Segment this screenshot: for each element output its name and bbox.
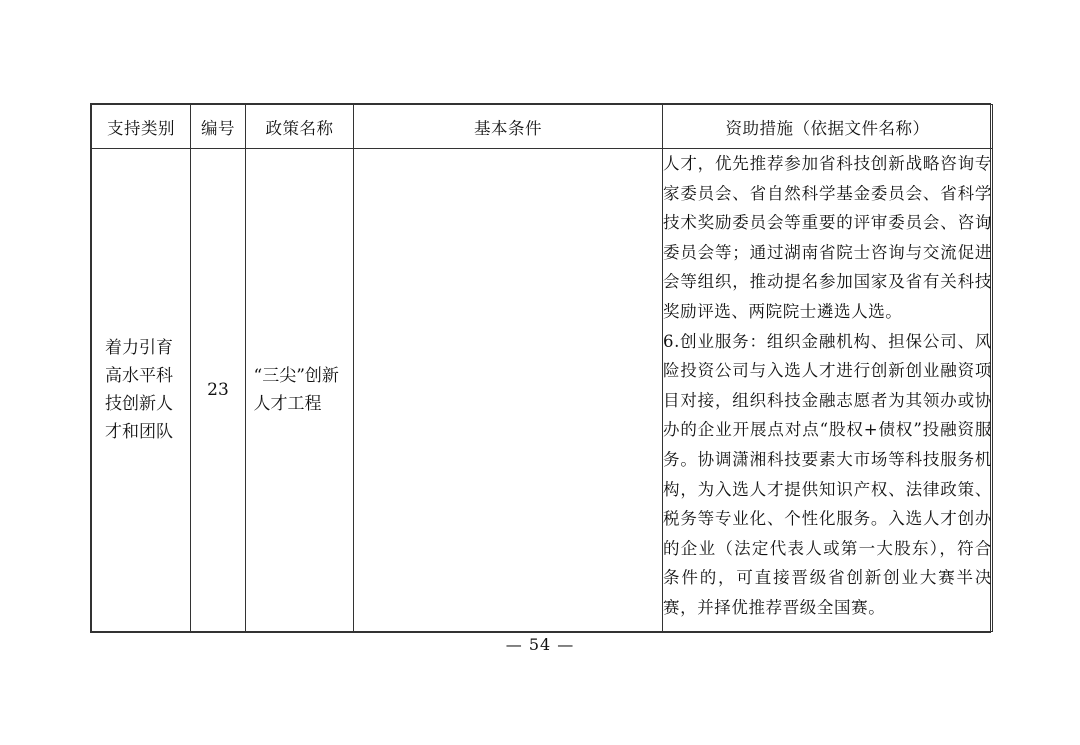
policy-name-text: “三尖”创新人才工程 xyxy=(253,366,339,414)
header-number: 编号 xyxy=(191,105,246,149)
page-number: — 54 — xyxy=(505,635,575,654)
policy-table xyxy=(91,104,993,632)
policy-table-page xyxy=(90,103,991,633)
table-row xyxy=(92,149,993,632)
header-category: 支持类别 xyxy=(92,105,191,149)
basic-conditions-cell xyxy=(354,149,663,632)
table-header-row xyxy=(92,105,993,149)
category-text: 着力引育高水平科技创新人才和团队 xyxy=(105,338,173,442)
aid-measures-cell xyxy=(663,149,993,632)
header-policy-name: 政策名称 xyxy=(246,105,354,149)
aid-measures-item-6: 6.创业服务：组织金融机构、担保公司、风险投资公司与入选人才进行创新创业融资项目对接，组织科技金融志愿者为其领办或协办的企业开展点对点“股权+债权”投融资服务。协调潇湘科技要素大市场等科技服务机构，为入选人才提供知识产权、法律政策、税务等专业化、个性化服务。入选人才创办的企业（法定代表人或第一大股东），符合条件的，可直接晋级省创新创业大赛半决赛，并择优推荐晋级全国赛。 xyxy=(663,331,992,617)
category-cell xyxy=(92,149,191,632)
number-cell: 23 xyxy=(191,149,246,632)
policy-name-cell xyxy=(246,149,354,632)
header-basic-conditions: 基本条件 xyxy=(354,105,663,149)
header-aid-measures: 资助措施（依据文件名称） xyxy=(663,105,993,149)
aid-measures-text: 人才，优先推荐参加省科技创新战略咨询专家委员会、省自然科学基金委员会、省科学技术奖励委员会等重要的评审委员会、咨询委员会等；通过湖南省院士咨询与交流促进会等组织，推动提名参加国家及省有关科技奖励评选、两院院士遴选人选。 xyxy=(663,154,992,321)
